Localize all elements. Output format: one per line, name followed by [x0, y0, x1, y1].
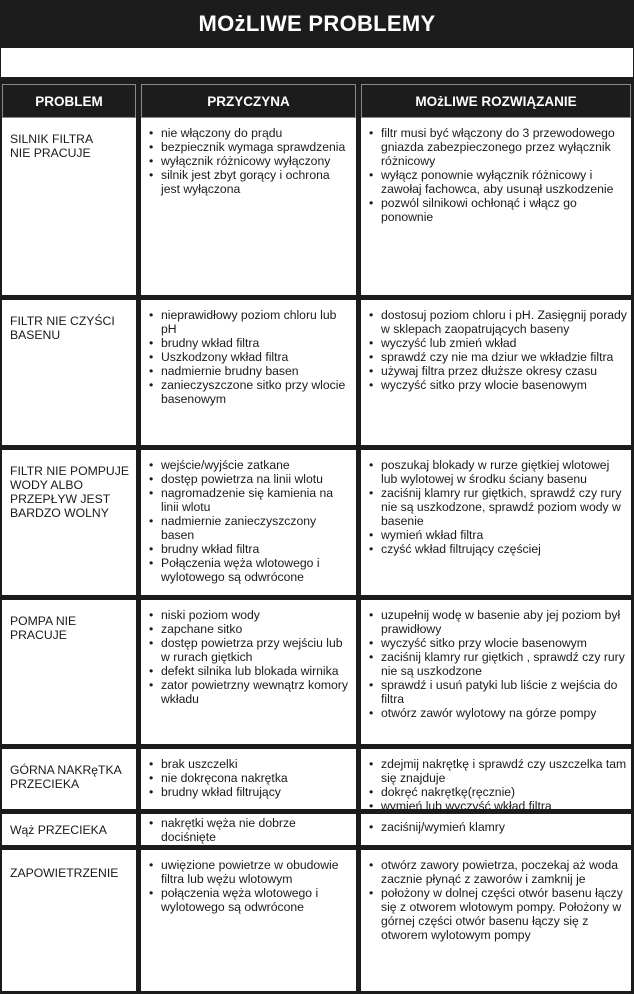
solution-item: • wyłącz ponownie wyłącznik różnicowy i zawołaj fachowca, aby usunął uszkodzenie: [369, 168, 627, 196]
cause-item: • wejście/wyjście zatkane: [149, 458, 352, 472]
problem-line: NIE PRACUJE: [10, 146, 91, 160]
solution-cell: [361, 749, 631, 813]
problem-line: POMPA NIE: [10, 614, 77, 628]
cause-cell: [141, 814, 356, 845]
cause-item: • brudny wkład filtra: [149, 336, 352, 350]
solution-item: • używaj filtra przez dłuższe okresy czasu: [369, 364, 627, 378]
solution-cell: [361, 300, 631, 445]
solution-item: • wyczyść sitko przy wlocie basenowym: [369, 636, 627, 650]
cause-item: • dostęp powietrza przy wejściu lub w rurach giętkich: [149, 636, 352, 664]
header-cause: PRZYCZYNA: [141, 84, 356, 118]
cause-cell: [141, 450, 356, 595]
problem-cell: [2, 300, 136, 445]
solution-item: • wymień lub wyczyść wkład filtra: [369, 799, 627, 813]
solution-item: • sprawdź czy nie ma dziur we wkładzie filtra: [369, 350, 627, 364]
problem-line: FILTR NIE CZYŚCI: [10, 314, 115, 328]
solution-cell: [361, 600, 631, 744]
problem-line: BASENU: [10, 328, 61, 342]
problem-line: BARDZO WOLNY: [10, 506, 109, 520]
problem-line: SILNIK FILTRA: [10, 132, 94, 146]
cause-cell: [141, 749, 356, 809]
cause-item: • nagromadzenie się kamienia na linii wlotu: [149, 486, 352, 514]
cause-cell: [141, 300, 356, 445]
problem-line: PRZEPŁYW JEST: [10, 492, 111, 506]
page-title: MOżLIWE PROBLEMY: [0, 0, 634, 48]
solution-cell: [361, 814, 631, 845]
solution-item: • otwórz zawory powietrza, poczekaj aż woda zacznie płynąć z zaworów i zamknij je: [369, 858, 627, 886]
cause-item: • nakrętki węża nie dobrze dociśnięte: [149, 816, 352, 844]
problem-line: PRZECIEKA: [10, 777, 80, 791]
cause-item: • defekt silnika lub blokada wirnika: [149, 664, 352, 678]
cause-item: • zapchane sitko: [149, 622, 352, 636]
problem-line: GÓRNA NAKRęTKA: [10, 763, 122, 777]
solution-item: • zaciśnij klamry rur giętkich, sprawdź czy rury nie są uszkodzone, sprawdź poziom wody w basenie: [369, 486, 627, 528]
problem-line: FILTR NIE POMPUJE: [10, 464, 129, 478]
solution-item: • położony w dolnej części otwór basenu łączy się z otworem wlotowym pompy. Położony w górnej części otwór basenu łączy się z otworem wylotowym pompy: [369, 886, 627, 942]
solution-item: • wyczyść lub zmień wkład: [369, 336, 627, 350]
problem-cell: [2, 814, 136, 845]
problem-cell: [2, 850, 136, 991]
solution-cell: [361, 118, 631, 295]
cause-item: • Połączenia węża wlotowego i wylotowego są odwrócone: [149, 556, 352, 584]
cause-item: • silnik jest zbyt gorący i ochrona jest wyłączona: [149, 168, 352, 196]
solution-item: • zdejmij nakrętkę i sprawdź czy uszczelka tam się znajduje: [369, 757, 627, 785]
cause-item: • brak uszczelki: [149, 757, 352, 771]
title-spacer: [0, 48, 634, 78]
problem-line: ZAPOWIETRZENIE: [10, 866, 119, 880]
solution-item: • pozwól silnikowi ochłonąć i włącz go ponownie: [369, 196, 627, 224]
solution-item: • dokręć nakrętkę(ręcznie): [369, 785, 627, 799]
cause-item: • połączenia węża wlotowego i wylotowego są odwrócone: [149, 886, 352, 914]
solution-item: • czyść wkład filtrujący częściej: [369, 542, 627, 556]
cause-cell: [141, 600, 356, 744]
cause-item: • Uszkodzony wkład filtra: [149, 350, 352, 364]
header-solution: MOżLIWE ROZWIĄZANIE: [361, 84, 631, 118]
problem-line: PRACUJE: [10, 628, 67, 642]
troubleshooting-table: [0, 78, 634, 994]
header-problem: PROBLEM: [2, 84, 136, 118]
cause-cell: [141, 118, 356, 295]
problem-line: Wąż PRZECIEKA: [10, 823, 107, 837]
solution-cell: [361, 450, 631, 595]
solution-item: • sprawdź i usuń patyki lub liście z wejścia do filtra: [369, 678, 627, 706]
cause-item: • nieprawidłowy poziom chloru lub pH: [149, 308, 352, 336]
solution-item: • zaciśnij/wymień klamry: [369, 820, 627, 834]
solution-cell: [361, 850, 631, 991]
cause-item: • niski poziom wody: [149, 608, 352, 622]
cause-cell: [141, 850, 356, 991]
solution-item: • otwórz zawór wylotowy na górze pompy: [369, 706, 627, 720]
solution-item: • dostosuj poziom chloru i pH. Zasięgnij porady w sklepach zaopatrujących baseny: [369, 308, 627, 336]
cause-item: • uwięzione powietrze w obudowie filtra lub wężu wlotowym: [149, 858, 352, 886]
problem-cell: [2, 118, 136, 295]
cause-item: • brudny wkład filtrujący: [149, 785, 352, 799]
cause-item: • nie dokręcona nakrętka: [149, 771, 352, 785]
problem-cell: [2, 749, 136, 809]
solution-item: • uzupełnij wodę w basenie aby jej poziom był prawidłowy: [369, 608, 627, 636]
cause-item: • zator powietrzny wewnątrz komory wkładu: [149, 678, 352, 706]
cause-item: • nie włączony do prądu: [149, 126, 352, 140]
cause-item: • wyłącznik różnicowy wyłączony: [149, 154, 352, 168]
cause-item: • bezpiecznik wymaga sprawdzenia: [149, 140, 352, 154]
solution-item: • filtr musi być włączony do 3 przewodowego gniazda zabezpieczonego przez wyłącznik różnicowy: [369, 126, 627, 168]
cause-item: • dostęp powietrza na linii wlotu: [149, 472, 352, 486]
cause-item: • brudny wkład filtra: [149, 542, 352, 556]
problem-line: WODY ALBO: [10, 478, 83, 492]
problem-cell: [2, 600, 136, 744]
solution-item: • zaciśnij klamry rur giętkich , sprawdź czy rury nie są uszkodzone: [369, 650, 627, 678]
solution-item: • wymień wkład filtra: [369, 528, 627, 542]
cause-item: • nadmiernie zanieczyszczony basen: [149, 514, 352, 542]
cause-item: • zanieczyszczone sitko przy wlocie basenowym: [149, 378, 352, 406]
solution-item: • wyczyść sitko przy wlocie basenowym: [369, 378, 627, 392]
cause-item: • nadmiernie brudny basen: [149, 364, 352, 378]
solution-item: • poszukaj blokady w rurze giętkiej wlotowej lub wylotowej w środku ściany basenu: [369, 458, 627, 486]
problem-cell: [2, 450, 136, 595]
